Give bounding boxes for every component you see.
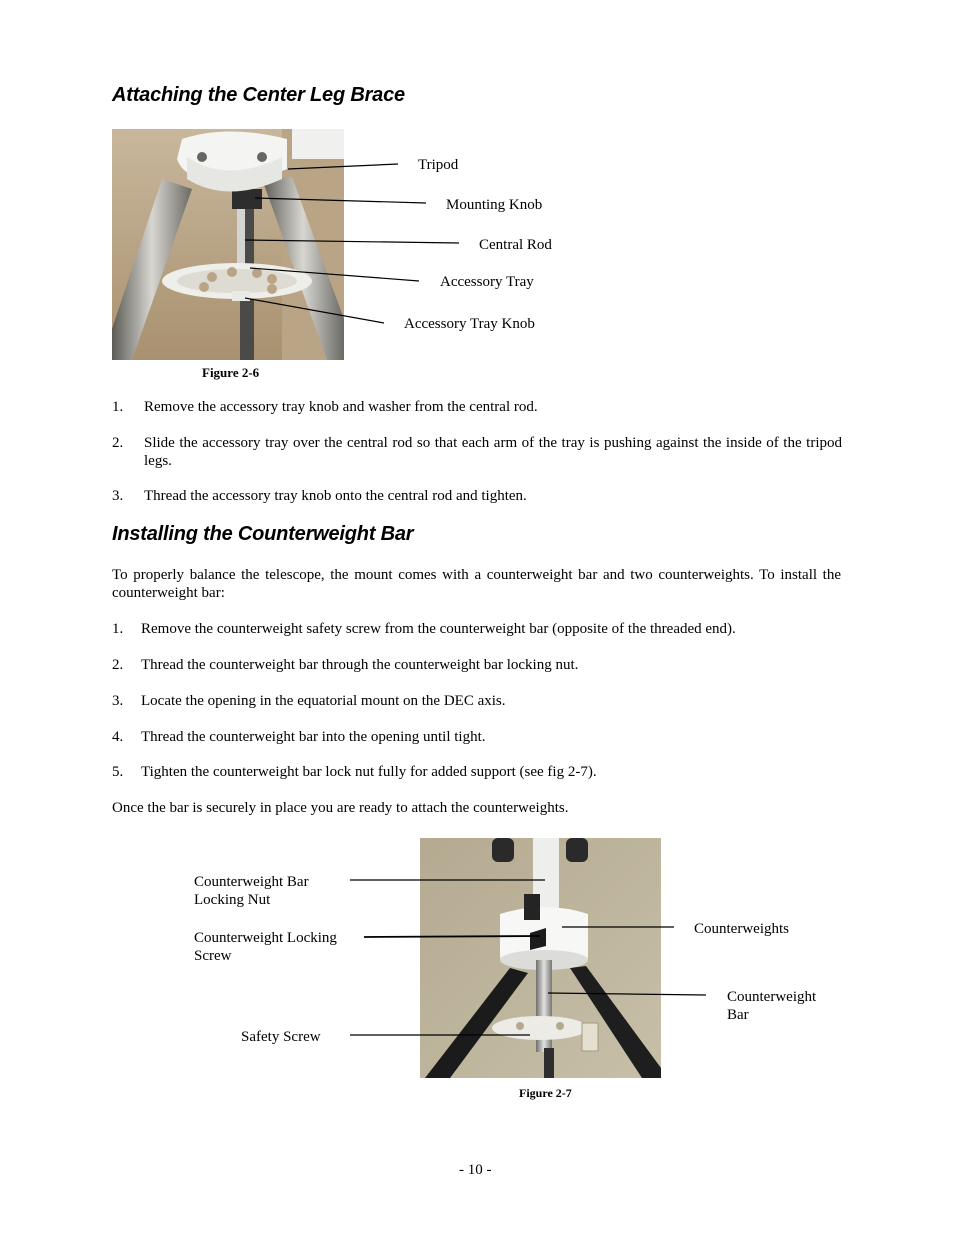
label-counterweight-bar: Counterweight Bar [727,989,817,1023]
list-item: 5. Tighten the counterweight bar lock nut fully for added support (see fig 2-7). [112,764,597,780]
outro-paragraph: Once the bar is securely in place you are ready to attach the counterweights. [112,800,569,816]
section-heading-counterweight-bar: Installing the Counterweight Bar [112,523,414,545]
page-number: - 10 - [459,1162,492,1178]
list-item: 1. Remove the counterweight safety screw from the counterweight bar (opposite of the threaded end). [112,621,736,637]
list-item: 3. Thread the accessory tray knob onto the central rod and tighten. [112,488,527,504]
label-tripod: Tripod [418,157,459,173]
label-mounting-knob: Mounting Knob [446,197,543,213]
list-item: 4. Thread the counterweight bar into the opening until tight. [112,729,486,745]
list-item: 1. Remove the accessory tray knob and washer from the central rod. [112,399,538,415]
figure-2-6-caption: Figure 2-6 [202,365,260,380]
label-counterweight-bar-locking-nut: Counterweight Bar Locking Nut [194,874,309,908]
label-counterweight-locking-screw: Counterweight Locking Screw [194,930,337,964]
list-item: 2. Thread the counterweight bar through the counterweight bar locking nut. [112,657,579,673]
label-safety-screw: Safety Screw [241,1029,321,1045]
label-accessory-tray-knob: Accessory Tray Knob [404,316,535,332]
label-accessory-tray: Accessory Tray [440,274,534,290]
list-item: 2. Slide the accessory tray over the central rod so that each arm of the tray is pushing against the inside of the tripod legs. [112,435,842,469]
label-central-rod: Central Rod [479,237,552,253]
figure-2-7-leader-lines [0,830,954,1060]
figure-2-7-caption: Figure 2-7 [519,1086,572,1100]
section-heading-leg-brace: Attaching the Center Leg Brace [112,84,405,106]
list-item: 3. Locate the opening in the equatorial mount on the DEC axis. [112,693,506,709]
label-counterweights: Counterweights [694,921,789,937]
intro-paragraph: To properly balance the telescope, the mount comes with a counterweight bar and two counterweights. To install the counterweight bar: [112,567,841,601]
